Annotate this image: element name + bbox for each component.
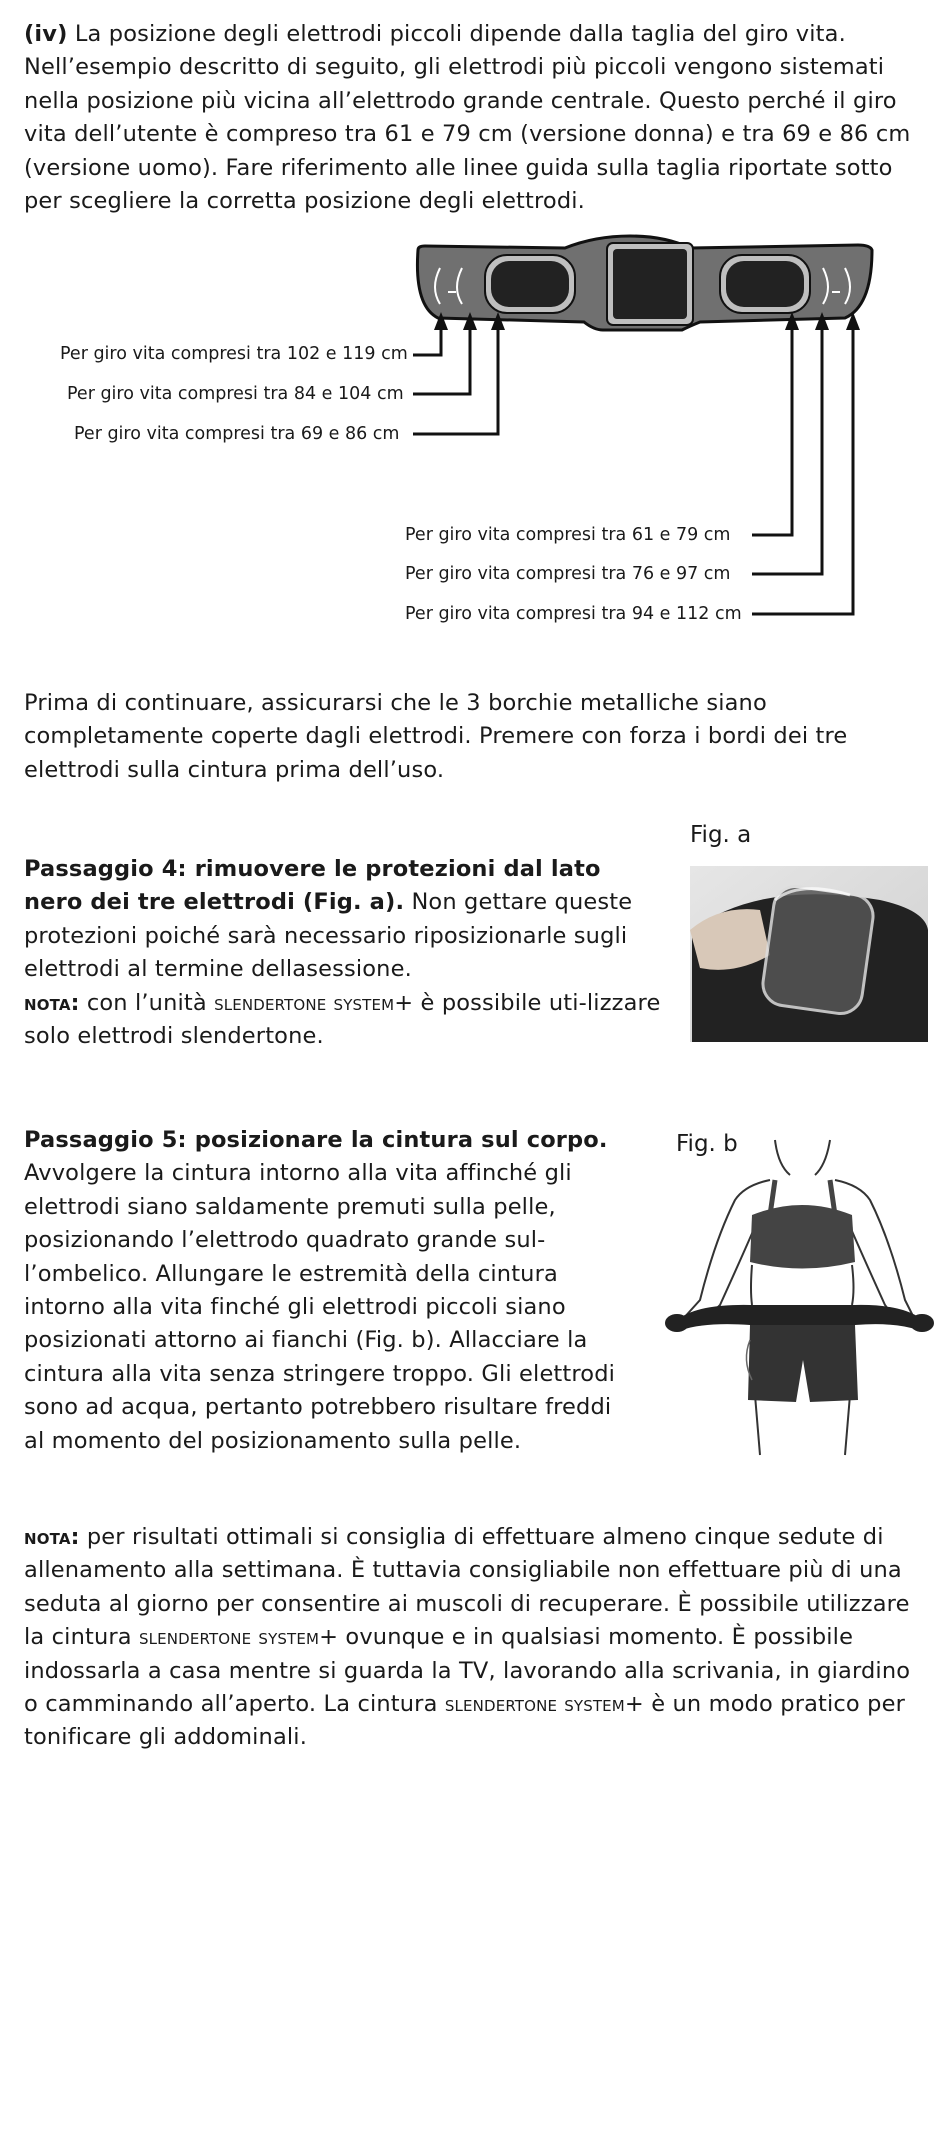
step4-note-label: nota: [24,990,80,1016]
step4-note-b: + è possibile uti-lizzare solo elettrodi slendertone. [24,989,661,1050]
size-label-61-79: Per giro vita compresi tra 61 e 79 cm [405,525,731,545]
size-label-84-104: Per giro vita compresi tra 84 e 104 cm [67,384,404,404]
intro-marker: (iv) [24,21,68,47]
step5-text: Avvolgere la cintura intorno alla vita affinché gli elettrodi siano saldamente premuti sulla pelle, posizionando l’elettrodo quadrato grande sul-l’ombelico. Allungare le estremità della cintura intorno alla vita finché gli elettrodi piccoli siano posizionati attorno ai fianchi (Fig. b). Allacciare la cintura alla vita senza stringere troppo. Gli elettrodi sono ad acqua, pertanto potrebbero risultare freddi al momento del posizionamento sulla pelle. [24,1160,616,1454]
step4-text: Non gettare queste protezioni poiché sarà necessario riposizionarle sugli elettrodi al termine dellasessione. [24,889,633,983]
step4-heading: Passaggio 4: rimuovere le protezioni dal lato nero dei tre elettrodi (Fig. a). [24,856,601,916]
belt-diagram [0,0,950,660]
size-label-69-86: Per giro vita compresi tra 69 e 86 cm [74,424,400,444]
final-note-a: per risultati ottimali si consiglia di effettuare almeno cinque sedute di allenamento alla settimana. È tuttavia consigliabile non effettuare più di una seduta al giorno per consentire ai muscoli di recuperare. È possibile utilizzare la cintura [24,1524,910,1651]
final-note-brand-1: slendertone system [139,1625,320,1651]
fig-a-label: Fig. a [690,822,752,848]
step5-heading: Passaggio 5: posizionare la cintura sul corpo. [24,1127,608,1153]
final-note-label: nota: [24,1525,80,1550]
final-note-paragraph [24,1521,929,1755]
size-label-102-119: Per giro vita compresi tra 102 e 119 cm [60,344,408,364]
size-label-76-97: Per giro vita compresi tra 76 e 97 cm [405,564,731,584]
final-note-b: + ovunque e in qualsiasi momento. È possibile indossarla a casa mentre si guarda la TV, lavorando alla scrivania, in giardino o camminando all’aperto. La cintura [24,1624,911,1718]
step4-note-a: con l’unità [79,989,215,1016]
step4-paragraph [24,853,664,1053]
before-paragraph: Prima di continuare, assicurarsi che le 3 borchie metalliche siano completamente coperte dagli elettrodi. Premere con forza i bordi dei tre elettrodi sulla cintura prima dell’uso. [24,690,848,783]
size-label-94-112: Per giro vita compresi tra 94 e 112 cm [405,604,742,624]
final-note-c: + è un modo pratico per tonificare gli addominali. [24,1691,905,1751]
intro-text: La posizione degli elettrodi piccoli dipende dalla taglia del giro vita. Nell’esempio descritto di seguito, gli elettrodi più piccoli vengono sistemati nella posizione più vicina all’elettrodo grande centrale. Questo perché il giro vita dell’utente è compreso tra 61 e 79 cm (versione donna) e tra 69 e 86 cm (versione uomo). Fare riferimento alle linee guida sulla taglia riportate sotto per scegliere la corretta posizione degli elettrodi. [24,21,911,215]
final-note-brand-2: slendertone system [444,1692,625,1718]
fig-b-label: Fig. b [676,1131,738,1157]
step5-paragraph [24,1124,636,1458]
step4-brand: slendertone system [214,990,395,1016]
